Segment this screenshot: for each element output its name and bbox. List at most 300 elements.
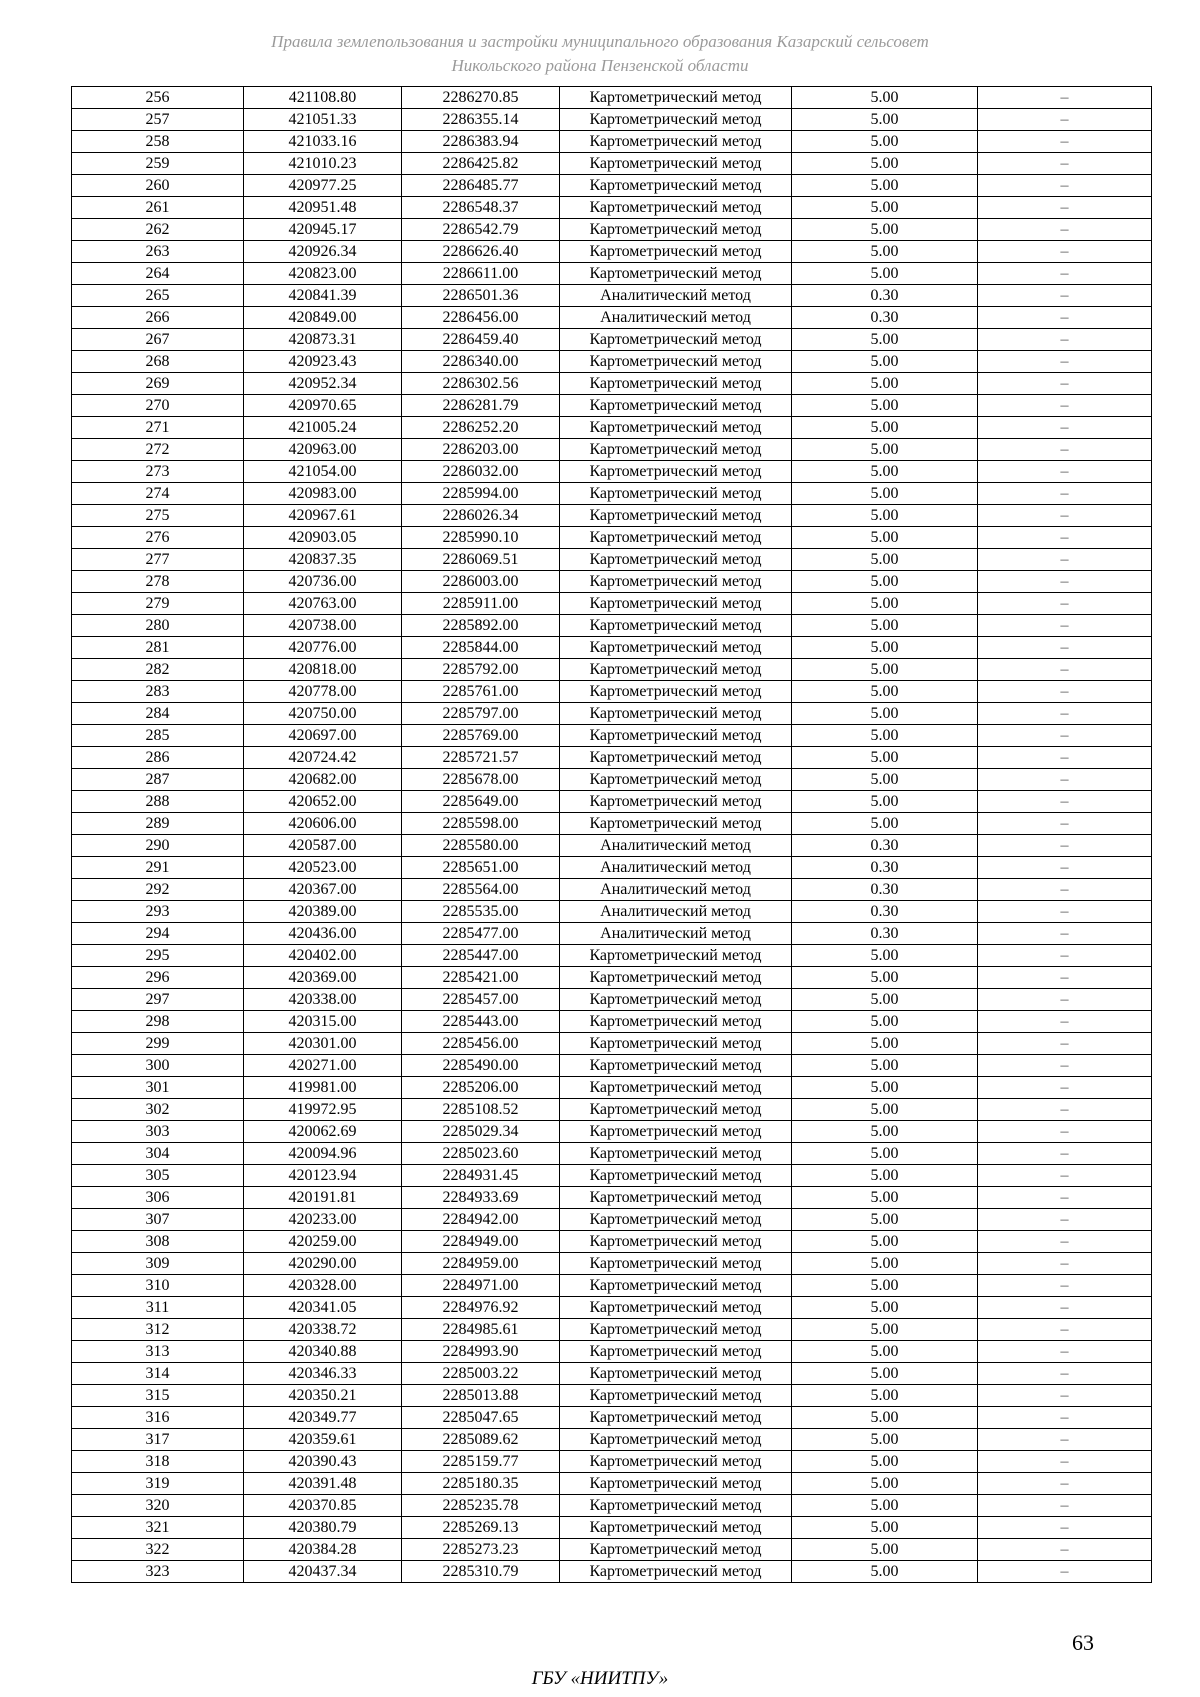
point-number-cell: 320 [72, 1495, 244, 1517]
y-coordinate-cell: 2284993.90 [402, 1341, 560, 1363]
method-cell: Картометрический метод [560, 1209, 792, 1231]
point-number-cell: 272 [72, 439, 244, 461]
table-row [72, 1077, 1152, 1099]
x-coordinate-cell: 420350.21 [244, 1385, 402, 1407]
accuracy-cell: 0.30 [792, 879, 978, 901]
note-cell: – [978, 1099, 1152, 1121]
method-cell: Картометрический метод [560, 791, 792, 813]
method-cell: Картометрический метод [560, 1385, 792, 1407]
y-coordinate-cell: 2285269.13 [402, 1517, 560, 1539]
y-coordinate-cell: 2285047.65 [402, 1407, 560, 1429]
y-coordinate-cell: 2285792.00 [402, 659, 560, 681]
y-coordinate-cell: 2285180.35 [402, 1473, 560, 1495]
note-cell: – [978, 351, 1152, 373]
table-row [72, 1561, 1152, 1583]
table-row [72, 571, 1152, 593]
point-number-cell: 271 [72, 417, 244, 439]
note-cell: – [978, 593, 1152, 615]
method-cell: Картометрический метод [560, 1517, 792, 1539]
accuracy-cell: 5.00 [792, 945, 978, 967]
coordinates-table-body [72, 87, 1152, 1583]
y-coordinate-cell: 2285108.52 [402, 1099, 560, 1121]
y-coordinate-cell: 2285029.34 [402, 1121, 560, 1143]
table-row [72, 681, 1152, 703]
y-coordinate-cell: 2285003.22 [402, 1363, 560, 1385]
point-number-cell: 287 [72, 769, 244, 791]
accuracy-cell: 5.00 [792, 1319, 978, 1341]
point-number-cell: 291 [72, 857, 244, 879]
table-row [72, 1055, 1152, 1077]
note-cell: – [978, 1319, 1152, 1341]
point-number-cell: 292 [72, 879, 244, 901]
point-number-cell: 289 [72, 813, 244, 835]
point-number-cell: 264 [72, 263, 244, 285]
y-coordinate-cell: 2286252.20 [402, 417, 560, 439]
method-cell: Картометрический метод [560, 1253, 792, 1275]
point-number-cell: 299 [72, 1033, 244, 1055]
x-coordinate-cell: 421051.33 [244, 109, 402, 131]
accuracy-cell: 5.00 [792, 1539, 978, 1561]
accuracy-cell: 5.00 [792, 1341, 978, 1363]
y-coordinate-cell: 2284949.00 [402, 1231, 560, 1253]
note-cell: – [978, 483, 1152, 505]
table-row [72, 175, 1152, 197]
x-coordinate-cell: 420823.00 [244, 263, 402, 285]
y-coordinate-cell: 2285013.88 [402, 1385, 560, 1407]
y-coordinate-cell: 2286456.00 [402, 307, 560, 329]
y-coordinate-cell: 2286355.14 [402, 109, 560, 131]
method-cell: Картометрический метод [560, 1407, 792, 1429]
accuracy-cell: 5.00 [792, 87, 978, 109]
point-number-cell: 270 [72, 395, 244, 417]
note-cell: – [978, 571, 1152, 593]
accuracy-cell: 5.00 [792, 527, 978, 549]
table-row [72, 549, 1152, 571]
table-row [72, 351, 1152, 373]
table-row [72, 593, 1152, 615]
note-cell: – [978, 967, 1152, 989]
x-coordinate-cell: 420402.00 [244, 945, 402, 967]
y-coordinate-cell: 2285564.00 [402, 879, 560, 901]
note-cell: – [978, 1055, 1152, 1077]
table-row [72, 439, 1152, 461]
accuracy-cell: 5.00 [792, 659, 978, 681]
point-number-cell: 317 [72, 1429, 244, 1451]
note-cell: – [978, 1011, 1152, 1033]
y-coordinate-cell: 2285990.10 [402, 527, 560, 549]
point-number-cell: 302 [72, 1099, 244, 1121]
table-row [72, 1495, 1152, 1517]
method-cell: Картометрический метод [560, 637, 792, 659]
table-row [72, 1187, 1152, 1209]
table-row [72, 901, 1152, 923]
point-number-cell: 305 [72, 1165, 244, 1187]
note-cell: – [978, 285, 1152, 307]
method-cell: Картометрический метод [560, 1143, 792, 1165]
point-number-cell: 268 [72, 351, 244, 373]
accuracy-cell: 5.00 [792, 813, 978, 835]
method-cell: Картометрический метод [560, 1077, 792, 1099]
note-cell: – [978, 1407, 1152, 1429]
note-cell: – [978, 505, 1152, 527]
accuracy-cell: 5.00 [792, 395, 978, 417]
method-cell: Аналитический метод [560, 879, 792, 901]
table-row [72, 1297, 1152, 1319]
point-number-cell: 277 [72, 549, 244, 571]
accuracy-cell: 5.00 [792, 131, 978, 153]
point-number-cell: 280 [72, 615, 244, 637]
note-cell: – [978, 725, 1152, 747]
x-coordinate-cell: 420259.00 [244, 1231, 402, 1253]
point-number-cell: 297 [72, 989, 244, 1011]
accuracy-cell: 5.00 [792, 1011, 978, 1033]
y-coordinate-cell: 2286383.94 [402, 131, 560, 153]
y-coordinate-cell: 2286003.00 [402, 571, 560, 593]
point-number-cell: 319 [72, 1473, 244, 1495]
x-coordinate-cell: 420977.25 [244, 175, 402, 197]
y-coordinate-cell: 2285844.00 [402, 637, 560, 659]
y-coordinate-cell: 2285598.00 [402, 813, 560, 835]
note-cell: – [978, 1561, 1152, 1583]
table-row [72, 219, 1152, 241]
y-coordinate-cell: 2285206.00 [402, 1077, 560, 1099]
note-cell: – [978, 747, 1152, 769]
note-cell: – [978, 241, 1152, 263]
point-number-cell: 318 [72, 1451, 244, 1473]
y-coordinate-cell: 2284942.00 [402, 1209, 560, 1231]
y-coordinate-cell: 2285892.00 [402, 615, 560, 637]
y-coordinate-cell: 2286340.00 [402, 351, 560, 373]
note-cell: – [978, 615, 1152, 637]
accuracy-cell: 5.00 [792, 1275, 978, 1297]
point-number-cell: 274 [72, 483, 244, 505]
table-row [72, 791, 1152, 813]
table-row [72, 967, 1152, 989]
table-row [72, 813, 1152, 835]
accuracy-cell: 5.00 [792, 1429, 978, 1451]
method-cell: Картометрический метод [560, 109, 792, 131]
method-cell: Картометрический метод [560, 1055, 792, 1077]
table-row [72, 1033, 1152, 1055]
point-number-cell: 323 [72, 1561, 244, 1583]
x-coordinate-cell: 420652.00 [244, 791, 402, 813]
method-cell: Картометрический метод [560, 1561, 792, 1583]
note-cell: – [978, 1231, 1152, 1253]
accuracy-cell: 5.00 [792, 197, 978, 219]
x-coordinate-cell: 420437.34 [244, 1561, 402, 1583]
x-coordinate-cell: 420967.61 [244, 505, 402, 527]
x-coordinate-cell: 420724.42 [244, 747, 402, 769]
x-coordinate-cell: 420062.69 [244, 1121, 402, 1143]
accuracy-cell: 5.00 [792, 1451, 978, 1473]
accuracy-cell: 5.00 [792, 1297, 978, 1319]
method-cell: Картометрический метод [560, 1231, 792, 1253]
method-cell: Картометрический метод [560, 219, 792, 241]
accuracy-cell: 5.00 [792, 1385, 978, 1407]
accuracy-cell: 5.00 [792, 263, 978, 285]
table-row [72, 483, 1152, 505]
x-coordinate-cell: 420697.00 [244, 725, 402, 747]
point-number-cell: 259 [72, 153, 244, 175]
y-coordinate-cell: 2284959.00 [402, 1253, 560, 1275]
accuracy-cell: 5.00 [792, 1253, 978, 1275]
accuracy-cell: 5.00 [792, 505, 978, 527]
point-number-cell: 256 [72, 87, 244, 109]
table-row [72, 1143, 1152, 1165]
accuracy-cell: 5.00 [792, 1473, 978, 1495]
note-cell: – [978, 439, 1152, 461]
table-row [72, 263, 1152, 285]
accuracy-cell: 5.00 [792, 703, 978, 725]
note-cell: – [978, 373, 1152, 395]
point-number-cell: 300 [72, 1055, 244, 1077]
accuracy-cell: 5.00 [792, 373, 978, 395]
point-number-cell: 293 [72, 901, 244, 923]
method-cell: Аналитический метод [560, 923, 792, 945]
accuracy-cell: 0.30 [792, 835, 978, 857]
note-cell: – [978, 1143, 1152, 1165]
x-coordinate-cell: 420369.00 [244, 967, 402, 989]
x-coordinate-cell: 420523.00 [244, 857, 402, 879]
running-header [0, 30, 1200, 78]
accuracy-cell: 0.30 [792, 901, 978, 923]
y-coordinate-cell: 2286485.77 [402, 175, 560, 197]
method-cell: Аналитический метод [560, 835, 792, 857]
method-cell: Картометрический метод [560, 1495, 792, 1517]
point-number-cell: 294 [72, 923, 244, 945]
y-coordinate-cell: 2286459.40 [402, 329, 560, 351]
accuracy-cell: 5.00 [792, 417, 978, 439]
method-cell: Картометрический метод [560, 197, 792, 219]
note-cell: – [978, 857, 1152, 879]
table-row [72, 505, 1152, 527]
table-row [72, 857, 1152, 879]
point-number-cell: 309 [72, 1253, 244, 1275]
note-cell: – [978, 1451, 1152, 1473]
note-cell: – [978, 307, 1152, 329]
accuracy-cell: 5.00 [792, 1055, 978, 1077]
table-row [72, 1407, 1152, 1429]
accuracy-cell: 5.00 [792, 549, 978, 571]
x-coordinate-cell: 420340.88 [244, 1341, 402, 1363]
point-number-cell: 312 [72, 1319, 244, 1341]
note-cell: – [978, 417, 1152, 439]
x-coordinate-cell: 420778.00 [244, 681, 402, 703]
y-coordinate-cell: 2285761.00 [402, 681, 560, 703]
y-coordinate-cell: 2284971.00 [402, 1275, 560, 1297]
table-row [72, 87, 1152, 109]
accuracy-cell: 5.00 [792, 1165, 978, 1187]
table-row [72, 417, 1152, 439]
note-cell: – [978, 1473, 1152, 1495]
method-cell: Картометрический метод [560, 395, 792, 417]
method-cell: Картометрический метод [560, 461, 792, 483]
accuracy-cell: 5.00 [792, 769, 978, 791]
accuracy-cell: 5.00 [792, 483, 978, 505]
x-coordinate-cell: 420389.00 [244, 901, 402, 923]
accuracy-cell: 5.00 [792, 439, 978, 461]
method-cell: Картометрический метод [560, 241, 792, 263]
accuracy-cell: 5.00 [792, 791, 978, 813]
point-number-cell: 281 [72, 637, 244, 659]
table-row [72, 527, 1152, 549]
method-cell: Картометрический метод [560, 571, 792, 593]
accuracy-cell: 5.00 [792, 1209, 978, 1231]
note-cell: – [978, 791, 1152, 813]
method-cell: Картометрический метод [560, 593, 792, 615]
note-cell: – [978, 461, 1152, 483]
note-cell: – [978, 87, 1152, 109]
method-cell: Картометрический метод [560, 175, 792, 197]
x-coordinate-cell: 420094.96 [244, 1143, 402, 1165]
y-coordinate-cell: 2284985.61 [402, 1319, 560, 1341]
note-cell: – [978, 1363, 1152, 1385]
note-cell: – [978, 1275, 1152, 1297]
method-cell: Аналитический метод [560, 901, 792, 923]
point-number-cell: 306 [72, 1187, 244, 1209]
point-number-cell: 314 [72, 1363, 244, 1385]
note-cell: – [978, 1341, 1152, 1363]
y-coordinate-cell: 2286425.82 [402, 153, 560, 175]
table-row [72, 1319, 1152, 1341]
x-coordinate-cell: 420384.28 [244, 1539, 402, 1561]
note-cell: – [978, 879, 1152, 901]
point-number-cell: 273 [72, 461, 244, 483]
note-cell: – [978, 1253, 1152, 1275]
point-number-cell: 285 [72, 725, 244, 747]
y-coordinate-cell: 2285023.60 [402, 1143, 560, 1165]
method-cell: Картометрический метод [560, 615, 792, 637]
x-coordinate-cell: 420818.00 [244, 659, 402, 681]
x-coordinate-cell: 420390.43 [244, 1451, 402, 1473]
x-coordinate-cell: 420436.00 [244, 923, 402, 945]
point-number-cell: 311 [72, 1297, 244, 1319]
accuracy-cell: 5.00 [792, 329, 978, 351]
table-row [72, 307, 1152, 329]
note-cell: – [978, 175, 1152, 197]
point-number-cell: 269 [72, 373, 244, 395]
note-cell: – [978, 109, 1152, 131]
note-cell: – [978, 131, 1152, 153]
point-number-cell: 310 [72, 1275, 244, 1297]
accuracy-cell: 5.00 [792, 681, 978, 703]
point-number-cell: 283 [72, 681, 244, 703]
table-row [72, 1341, 1152, 1363]
method-cell: Картометрический метод [560, 439, 792, 461]
method-cell: Картометрический метод [560, 153, 792, 175]
method-cell: Картометрический метод [560, 329, 792, 351]
method-cell: Картометрический метод [560, 483, 792, 505]
point-number-cell: 258 [72, 131, 244, 153]
header-line-1: Правила землепользования и застройки муниципального образования Казарский сельсовет [271, 32, 929, 51]
note-cell: – [978, 945, 1152, 967]
table-row [72, 1209, 1152, 1231]
note-cell: – [978, 395, 1152, 417]
x-coordinate-cell: 420315.00 [244, 1011, 402, 1033]
method-cell: Картометрический метод [560, 1473, 792, 1495]
note-cell: – [978, 923, 1152, 945]
accuracy-cell: 5.00 [792, 1561, 978, 1583]
method-cell: Картометрический метод [560, 1011, 792, 1033]
method-cell: Картометрический метод [560, 1429, 792, 1451]
table-row [72, 835, 1152, 857]
method-cell: Аналитический метод [560, 857, 792, 879]
accuracy-cell: 5.00 [792, 109, 978, 131]
point-number-cell: 301 [72, 1077, 244, 1099]
x-coordinate-cell: 420338.00 [244, 989, 402, 1011]
x-coordinate-cell: 420301.00 [244, 1033, 402, 1055]
x-coordinate-cell: 421005.24 [244, 417, 402, 439]
note-cell: – [978, 813, 1152, 835]
accuracy-cell: 5.00 [792, 1407, 978, 1429]
table-row [72, 1363, 1152, 1385]
x-coordinate-cell: 420290.00 [244, 1253, 402, 1275]
note-cell: – [978, 989, 1152, 1011]
header-line-2: Никольского района Пензенской области [451, 56, 749, 75]
x-coordinate-cell: 420983.00 [244, 483, 402, 505]
y-coordinate-cell: 2285273.23 [402, 1539, 560, 1561]
method-cell: Картометрический метод [560, 1275, 792, 1297]
table-row [72, 1451, 1152, 1473]
method-cell: Картометрический метод [560, 87, 792, 109]
x-coordinate-cell: 420606.00 [244, 813, 402, 835]
accuracy-cell: 5.00 [792, 1231, 978, 1253]
x-coordinate-cell: 420837.35 [244, 549, 402, 571]
point-number-cell: 322 [72, 1539, 244, 1561]
note-cell: – [978, 637, 1152, 659]
x-coordinate-cell: 420349.77 [244, 1407, 402, 1429]
y-coordinate-cell: 2285678.00 [402, 769, 560, 791]
x-coordinate-cell: 421054.00 [244, 461, 402, 483]
y-coordinate-cell: 2286069.51 [402, 549, 560, 571]
y-coordinate-cell: 2286026.34 [402, 505, 560, 527]
y-coordinate-cell: 2285580.00 [402, 835, 560, 857]
accuracy-cell: 5.00 [792, 241, 978, 263]
point-number-cell: 316 [72, 1407, 244, 1429]
coordinates-table [71, 86, 1152, 1583]
table-row [72, 241, 1152, 263]
page-number: 63 [1072, 1630, 1094, 1655]
x-coordinate-cell: 421108.80 [244, 87, 402, 109]
method-cell: Картометрический метод [560, 1099, 792, 1121]
table-row [72, 637, 1152, 659]
accuracy-cell: 5.00 [792, 1187, 978, 1209]
point-number-cell: 286 [72, 747, 244, 769]
table-row [72, 197, 1152, 219]
table-row [72, 1539, 1152, 1561]
table-row [72, 153, 1152, 175]
accuracy-cell: 5.00 [792, 1033, 978, 1055]
method-cell: Картометрический метод [560, 989, 792, 1011]
point-number-cell: 307 [72, 1209, 244, 1231]
accuracy-cell: 5.00 [792, 967, 978, 989]
method-cell: Картометрический метод [560, 681, 792, 703]
note-cell: – [978, 549, 1152, 571]
x-coordinate-cell: 420191.81 [244, 1187, 402, 1209]
table-row [72, 703, 1152, 725]
note-cell: – [978, 703, 1152, 725]
method-cell: Картометрический метод [560, 769, 792, 791]
table-row [72, 615, 1152, 637]
accuracy-cell: 5.00 [792, 153, 978, 175]
point-number-cell: 304 [72, 1143, 244, 1165]
point-number-cell: 275 [72, 505, 244, 527]
note-cell: – [978, 1429, 1152, 1451]
x-coordinate-cell: 420367.00 [244, 879, 402, 901]
y-coordinate-cell: 2285447.00 [402, 945, 560, 967]
point-number-cell: 308 [72, 1231, 244, 1253]
table-row [72, 659, 1152, 681]
